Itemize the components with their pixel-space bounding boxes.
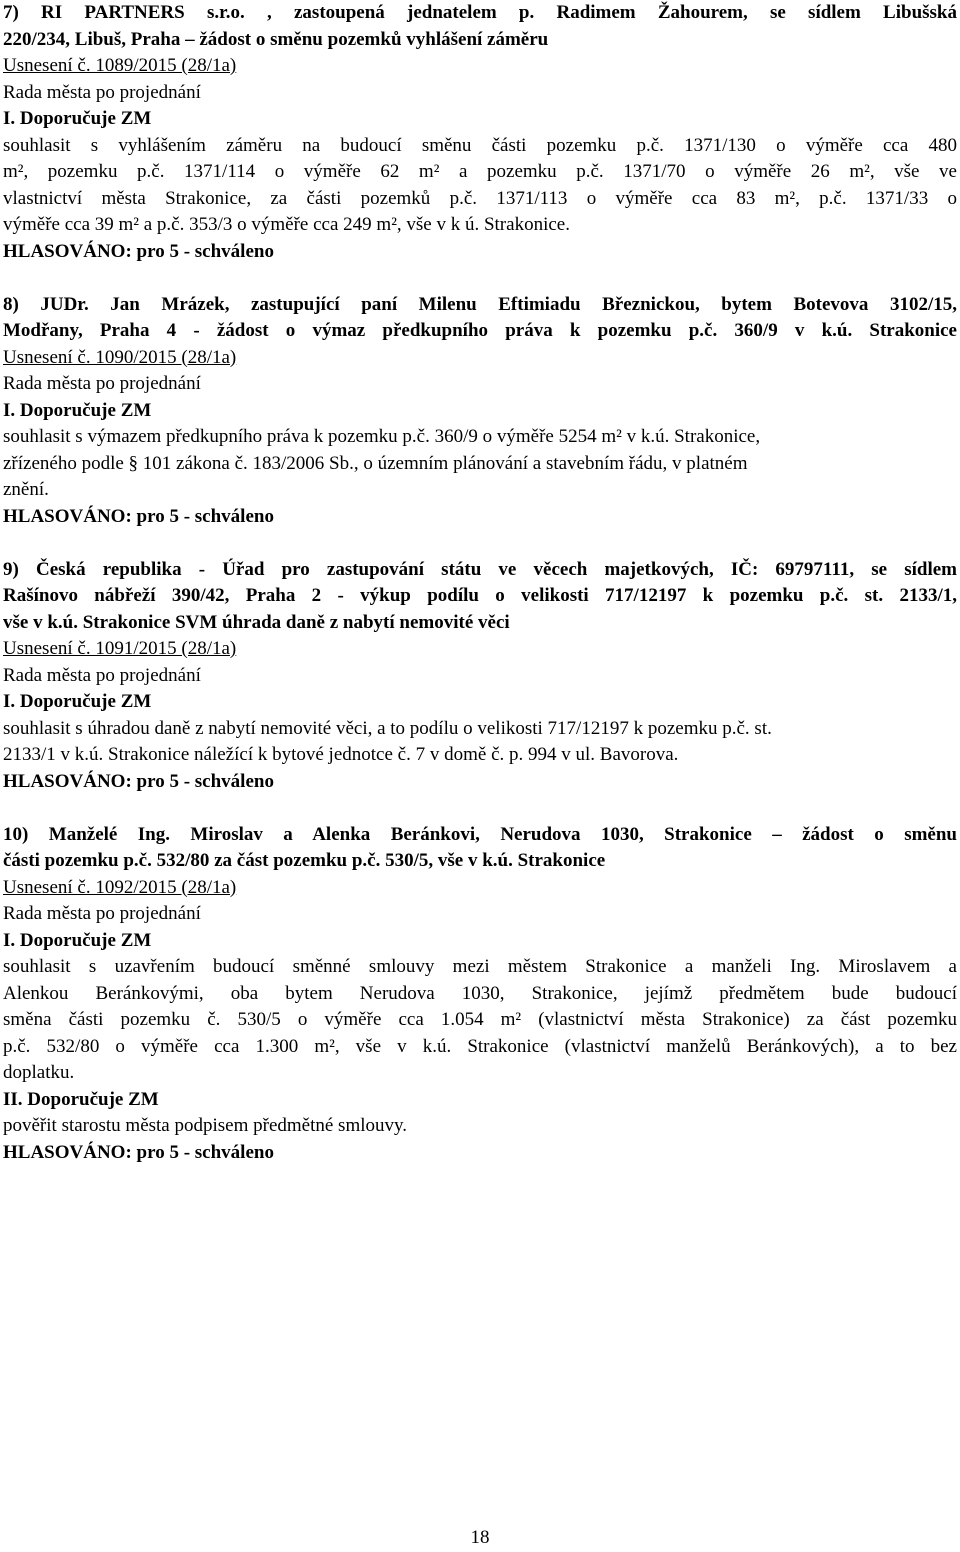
resolution-number: Usnesení č. 1091/2015 (28/1a) [3, 638, 237, 659]
recommendation-heading: II. Doporučuje ZM [3, 1088, 159, 1110]
body-line: m², pozemku p.č. 1371/114 o výměře 62 m² a pozemku p.č. 1371/70 o výměře 26 m², vše ve [3, 161, 957, 182]
page-number: 18 [470, 1527, 490, 1548]
item-title: části pozemku p.č. 532/80 za část pozemku p.č. 530/5, vše v k.ú. Strakonice [3, 850, 606, 871]
item-title: 220/234, Libuš, Praha – žádost o směnu pozemků vyhlášení záměru [3, 28, 549, 50]
council-statement: Rada města po projednání [3, 664, 201, 686]
agenda-item-10 [3, 822, 957, 1167]
body-line: směna části pozemku č. 530/5 o výměře cca 1.054 m² (vlastnictví města Strakonice) za část pozemku [3, 1009, 957, 1030]
council-statement: Rada města po projednání [3, 373, 201, 394]
body-line: p.č. 532/80 o výměře cca 1.300 m², vše v k.ú. Strakonice (vlastnictví manželů Beránkových), a to bez [3, 1035, 957, 1057]
body-line: souhlasit s uzavřením budoucí směnné smlouvy mezi městem Strakonice a manželi Ing. Miroslavem a [3, 956, 957, 977]
item-title: vše v k.ú. Strakonice SVM úhrada daně z nabytí nemovité věci [3, 611, 510, 633]
council-statement: Rada města po projednání [3, 903, 201, 924]
body-line: výměře cca 39 m² a p.č. 353/3 o výměře cca 249 m², vše v k ú. Strakonice. [3, 214, 570, 235]
council-statement: Rada města po projednání [3, 81, 201, 103]
item-title: Rašínovo nábřeží 390/42, Praha 2 - výkup podílu o velikosti 717/12197 k pozemku p.č. st. 2133/1, [3, 585, 957, 606]
agenda-item-7 [3, 0, 957, 265]
recommendation-heading: I. Doporučuje ZM [3, 929, 152, 951]
body-line: 2133/1 v k.ú. Strakonice náležící k bytové jednotce č. 7 v domě č. p. 994 v ul. Bavorova. [3, 744, 679, 765]
body-line: zřízeného podle § 101 zákona č. 183/2006 Sb., o územním plánování a stavebním řádu, v platném [3, 452, 748, 474]
vote-result: HLASOVÁNO: pro 5 - schváleno [3, 770, 274, 792]
body-line: znění. [3, 479, 49, 500]
body-line: souhlasit s výmazem předkupního práva k pozemku p.č. 360/9 o výměře 5254 m² v k.ú. Strakonice, [3, 426, 761, 447]
item-title: 7) RI PARTNERS s.r.o. , zastoupená jednatelem p. Radimem Žahourem, se sídlem Libušská [3, 2, 957, 23]
body-line: doplatku. [3, 1062, 75, 1083]
vote-result: HLASOVÁNO: pro 5 - schváleno [3, 1141, 274, 1163]
item-title: 10) Manželé Ing. Miroslav a Alenka Beránkovi, Nerudova 1030, Strakonice – žádost o směnu [3, 823, 957, 845]
item-title: Modřany, Praha 4 - žádost o výmaz předkupního práva k pozemku p.č. 360/9 v k.ú. Strakonice [3, 320, 957, 341]
vote-result: HLASOVÁNO: pro 5 - schváleno [3, 505, 274, 527]
agenda-item-9 [3, 557, 957, 796]
item-title: 8) JUDr. Jan Mrázek, zastupující paní Milenu Eftimiadu Březnickou, bytem Botevova 3102/15, [3, 293, 957, 315]
body-line: souhlasit s vyhlášením záměru na budoucí směnu části pozemku p.č. 1371/130 o výměře cca 480 [3, 134, 957, 156]
agenda-item-8 [3, 292, 957, 531]
recommendation-heading: I. Doporučuje ZM [3, 691, 152, 712]
body-line: souhlasit s úhradou daně z nabytí nemovité věci, a to podílu o velikosti 717/12197 k pozemku p.č. st. [3, 717, 772, 739]
body-line: Alenkou Beránkovými, oba bytem Nerudova 1030, Strakonice, jejímž předmětem bude budoucí [3, 982, 957, 1004]
body-line: vlastnictví města Strakonice, za části pozemků p.č. 1371/113 o výměře cca 83 m², p.č. 1371/33 o [3, 187, 957, 209]
item-title: 9) Česká republika - Úřad pro zastupování státu ve věcech majetkových, IČ: 69797111, se sídlem [3, 558, 957, 580]
resolution-number: Usnesení č. 1092/2015 (28/1a) [3, 876, 237, 898]
resolution-number: Usnesení č. 1089/2015 (28/1a) [3, 55, 237, 76]
body-line: pověřit starostu města podpisem předmětné smlouvy. [3, 1115, 408, 1136]
resolution-number: Usnesení č. 1090/2015 (28/1a) [3, 346, 237, 368]
recommendation-heading: I. Doporučuje ZM [3, 399, 152, 421]
recommendation-heading: I. Doporučuje ZM [3, 108, 152, 129]
vote-result: HLASOVÁNO: pro 5 - schváleno [3, 240, 274, 262]
